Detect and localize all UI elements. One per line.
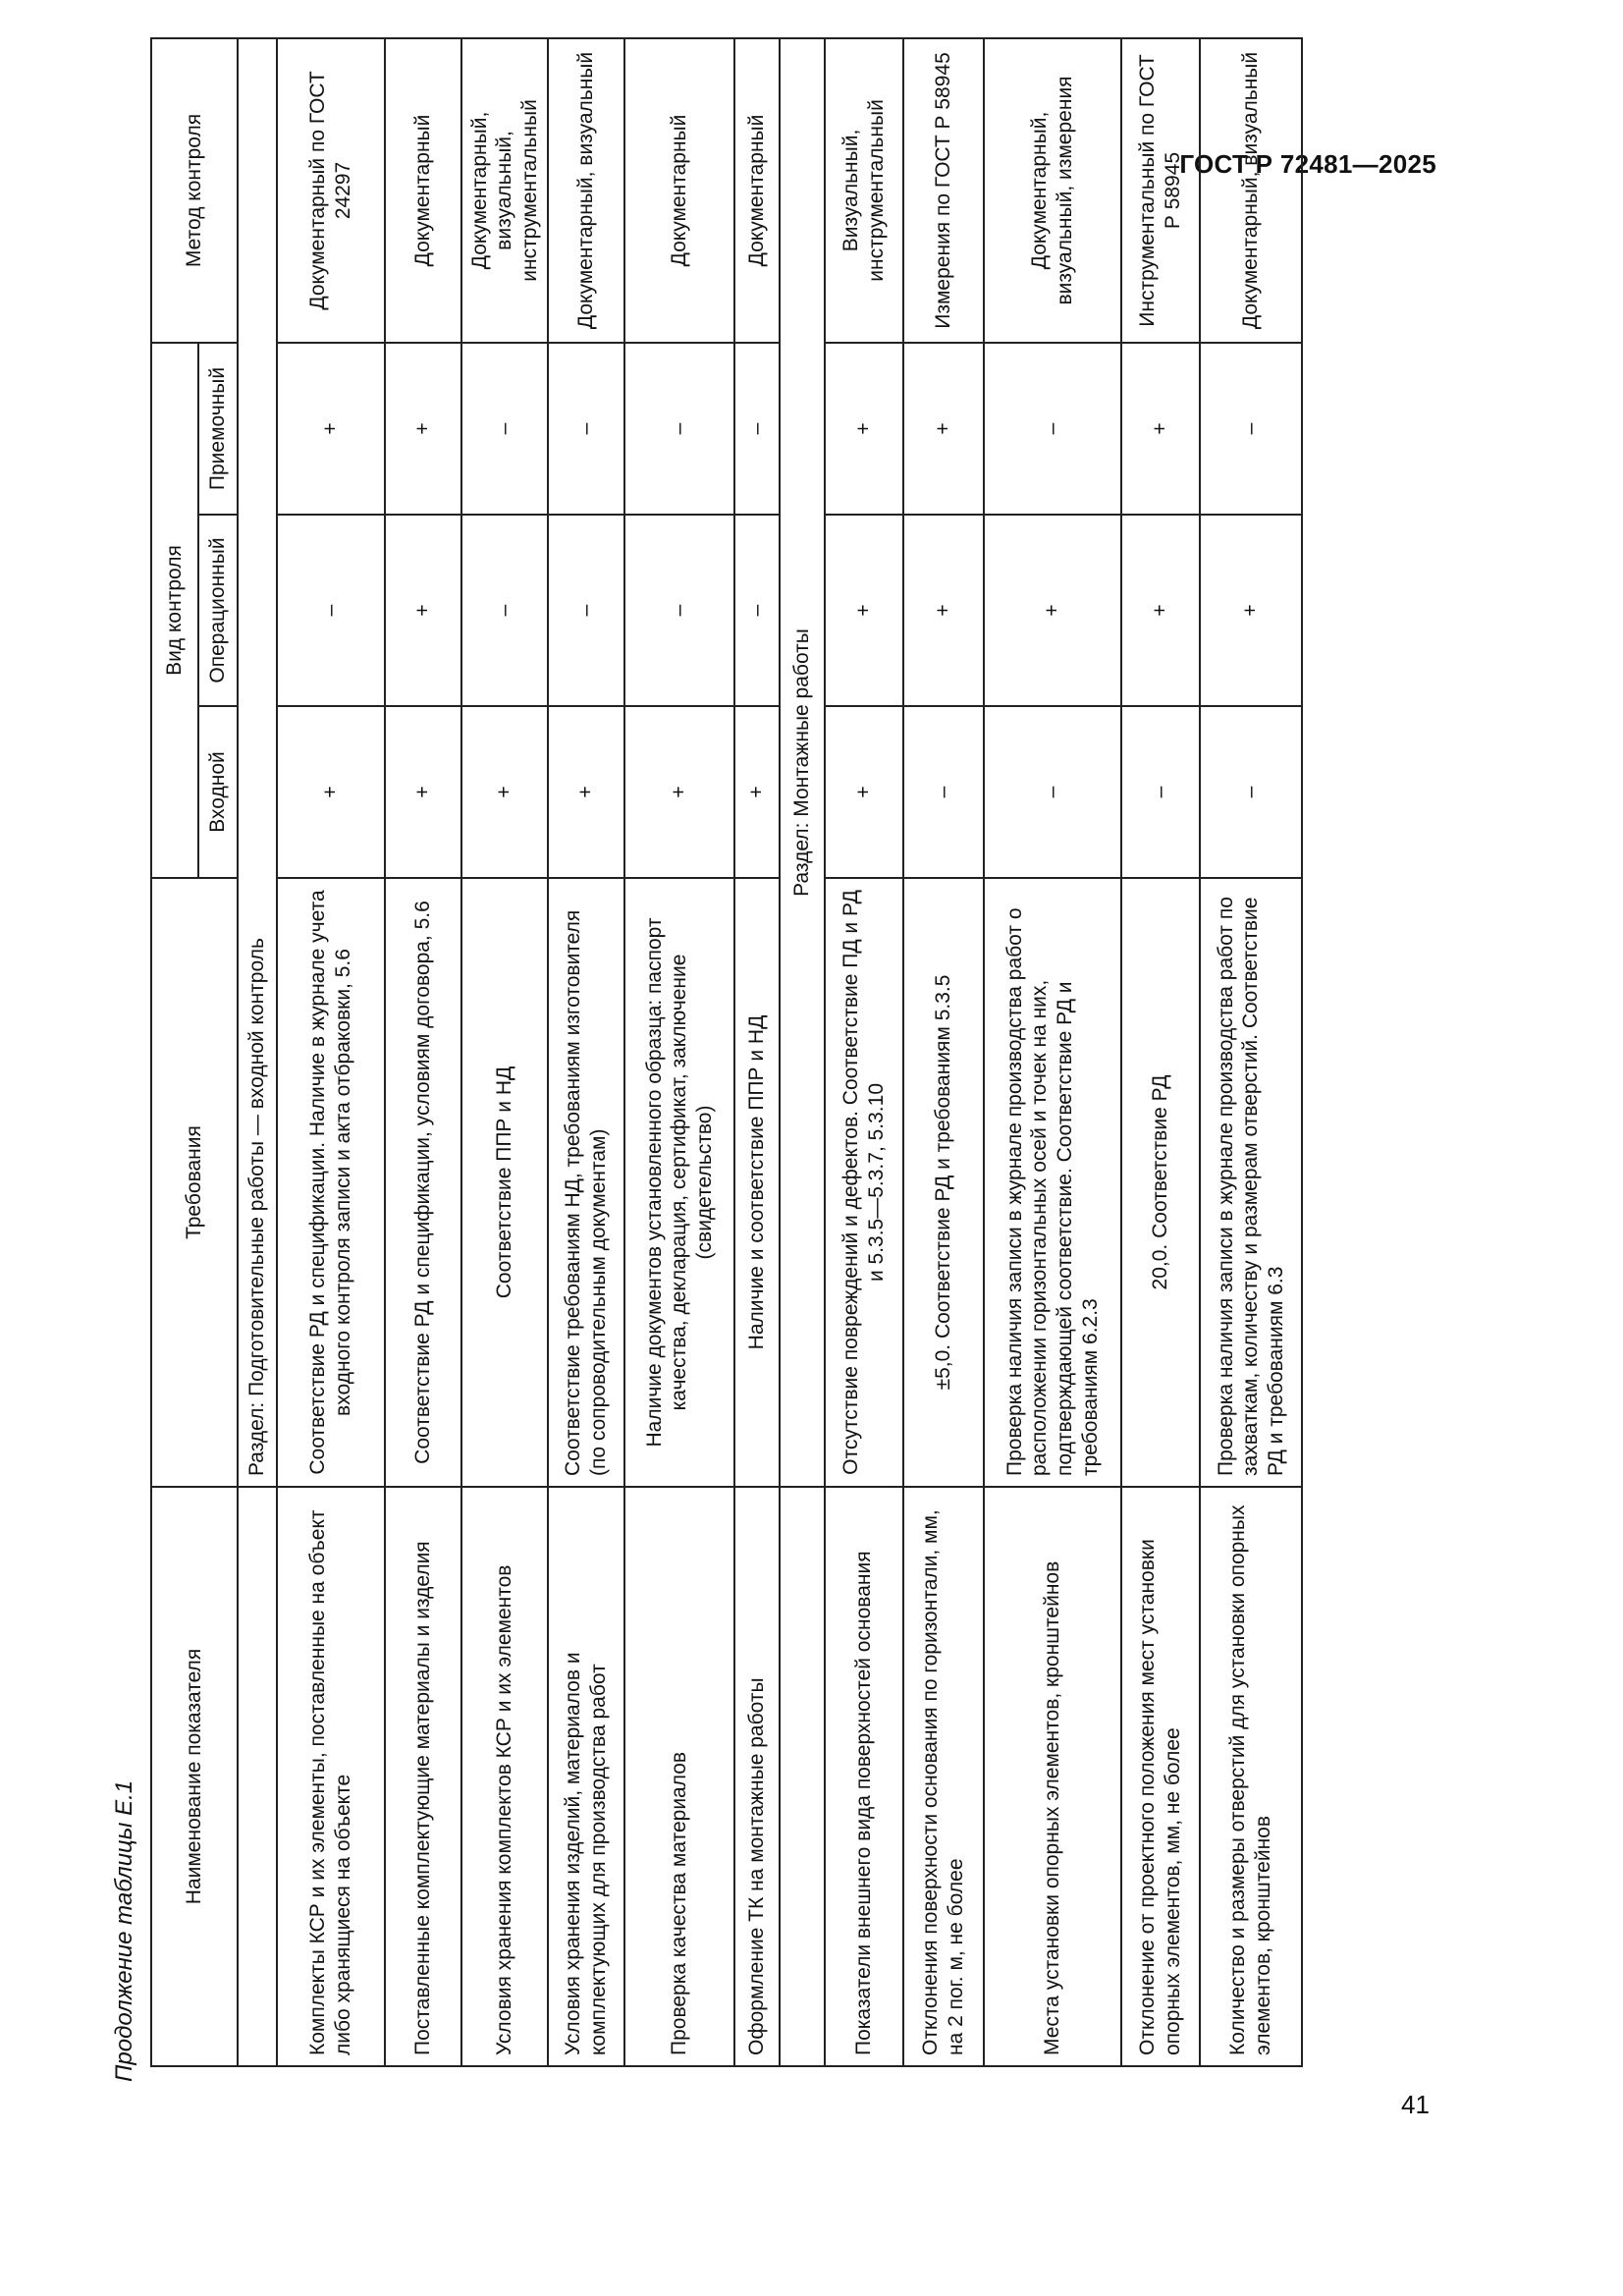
mark-acceptance: + — [825, 343, 903, 515]
mark-acceptance: + — [1121, 343, 1200, 515]
section-row-installation — [780, 38, 825, 2066]
table-caption: Продолжение таблицы Е.1 — [111, 1779, 137, 2082]
control-method: Документарный, визуальный, измерения — [984, 38, 1121, 343]
table-row — [277, 38, 385, 2066]
mark-incoming: – — [1121, 706, 1200, 878]
control-method: Документарный, визуальный — [548, 38, 624, 343]
indicator-name: Комплекты КСР и их элементы, поставленные на объект либо хранящиеся на объекте — [277, 1487, 385, 2066]
requirement: Проверка наличия записи в журнале производства работ о расположении горизонтальных осей и точек на них, подтверждающей соответствие. Соответствие РД и требованиям 6.2.3 — [984, 878, 1121, 1487]
table-row — [385, 38, 461, 2066]
document-id-header: ГОСТ Р 72481—2025 — [1179, 149, 1436, 179]
control-method: Документарный, визуальный, инструментальный — [461, 38, 548, 343]
header-incoming: Входной — [198, 706, 238, 878]
table-row — [548, 38, 624, 2066]
header-acceptance: Приемочный — [198, 343, 238, 515]
mark-operational: + — [1121, 515, 1200, 706]
mark-incoming: – — [903, 706, 984, 878]
indicator-name: Условия хранения изделий, материалов и комплектующих для производства работ — [548, 1487, 624, 2066]
mark-incoming: – — [1200, 706, 1302, 878]
mark-operational: + — [385, 515, 461, 706]
requirement: Соответствие ППР и НД — [461, 878, 548, 1487]
header-requirements: Требования — [151, 878, 238, 1487]
indicator-name: Количество и размеры отверстий для установки опорных элементов, кронштейнов — [1200, 1487, 1302, 2066]
mark-acceptance: – — [1200, 343, 1302, 515]
indicator-name: Показатели внешнего вида поверхностей основания — [825, 1487, 903, 2066]
control-method: Визуальный, инструментальный — [825, 38, 903, 343]
section-spacer — [780, 1487, 825, 2066]
mark-acceptance: – — [548, 343, 624, 515]
page-number: 41 — [1401, 2090, 1430, 2119]
mark-incoming: + — [385, 706, 461, 878]
mark-incoming: + — [624, 706, 734, 878]
mark-acceptance: – — [461, 343, 548, 515]
mark-operational: – — [277, 515, 385, 706]
requirement: Проверка наличия записи в журнале производства работ по захваткам, количеству и размерам отверстий. Соответствие РД и требованиям 6.3 — [1200, 878, 1302, 1487]
control-method: Документарный по ГОСТ 24297 — [277, 38, 385, 343]
table-row — [825, 38, 903, 2066]
header-control-type: Вид контроля — [151, 343, 198, 878]
indicator-name: Места установки опорных элементов, кронштейнов — [984, 1487, 1121, 2066]
requirement: Соответствие РД и спецификации, условиям договора, 5.6 — [385, 878, 461, 1487]
indicator-name: Проверка качества материалов — [624, 1487, 734, 2066]
mark-incoming: + — [825, 706, 903, 878]
header-operational: Операционный — [198, 515, 238, 706]
control-method: Документарный — [385, 38, 461, 343]
control-method: Документарный — [624, 38, 734, 343]
mark-acceptance: – — [624, 343, 734, 515]
table-row — [984, 38, 1121, 2066]
mark-operational: – — [734, 515, 780, 706]
section-row-preparatory — [238, 38, 277, 2066]
mark-operational: + — [825, 515, 903, 706]
control-table — [150, 37, 1303, 2067]
table-row — [734, 38, 780, 2066]
requirement: Наличие и соответствие ППР и НД — [734, 878, 780, 1487]
table-row — [461, 38, 548, 2066]
table-row — [1200, 38, 1302, 2066]
control-method: Измерения по ГОСТ Р 58945 — [903, 38, 984, 343]
table-row — [903, 38, 984, 2066]
section-spacer — [238, 1487, 277, 2066]
header-method: Метод контроля — [151, 38, 238, 343]
requirement: Соответствие РД и спецификации. Наличие в журнале учета входного контроля записи и акта отбраковки, 5.6 — [277, 878, 385, 1487]
mark-operational: + — [903, 515, 984, 706]
indicator-name: Условия хранения комплектов КСР и их элементов — [461, 1487, 548, 2066]
table-row — [624, 38, 734, 2066]
requirement: ±5,0. Соответствие РД и требованиям 5.3.5 — [903, 878, 984, 1487]
control-method: Документарный — [734, 38, 780, 343]
mark-acceptance: – — [734, 343, 780, 515]
rotated-table-container — [150, 39, 1287, 2067]
requirement: 20,0. Соответствие РД — [1121, 878, 1200, 1487]
mark-acceptance: – — [984, 343, 1121, 515]
requirement: Наличие документов установленного образца: паспорт качества, декларация, сертификат, заключение (свидетельство) — [624, 878, 734, 1487]
table-row — [1121, 38, 1200, 2066]
mark-acceptance: + — [277, 343, 385, 515]
mark-incoming: + — [277, 706, 385, 878]
mark-acceptance: + — [385, 343, 461, 515]
control-method: Документарный, визуальный — [1200, 38, 1302, 343]
indicator-name: Отклонения поверхности основания по горизонтали, мм, на 2 пог. м, не более — [903, 1487, 984, 2066]
mark-acceptance: + — [903, 343, 984, 515]
mark-incoming: – — [984, 706, 1121, 878]
control-method: Инструментальный по ГОСТ Р 58945 — [1121, 38, 1200, 343]
section-title: Раздел: Монтажные работы — [780, 38, 825, 1487]
mark-operational: – — [548, 515, 624, 706]
requirement: Соответствие требованиям НД, требованиям изготовителя (по сопроводительным документам) — [548, 878, 624, 1487]
indicator-name: Оформление ТК на монтажные работы — [734, 1487, 780, 2066]
indicator-name: Отклонение от проектного положения мест установки опорных элементов, мм, не более — [1121, 1487, 1200, 2066]
section-title: Раздел: Подготовительные работы — входной контроль — [238, 38, 277, 1487]
mark-operational: – — [461, 515, 548, 706]
mark-incoming: + — [461, 706, 548, 878]
requirement: Отсутствие повреждений и дефектов. Соответствие ПД и РД и 5.3.5—5.3.7, 5.3.10 — [825, 878, 903, 1487]
mark-operational: – — [624, 515, 734, 706]
mark-incoming: + — [734, 706, 780, 878]
indicator-name: Поставленные комплектующие материалы и изделия — [385, 1487, 461, 2066]
mark-incoming: + — [548, 706, 624, 878]
mark-operational: + — [984, 515, 1121, 706]
mark-operational: + — [1200, 515, 1302, 706]
header-name: Наименование показателя — [151, 1487, 238, 2066]
